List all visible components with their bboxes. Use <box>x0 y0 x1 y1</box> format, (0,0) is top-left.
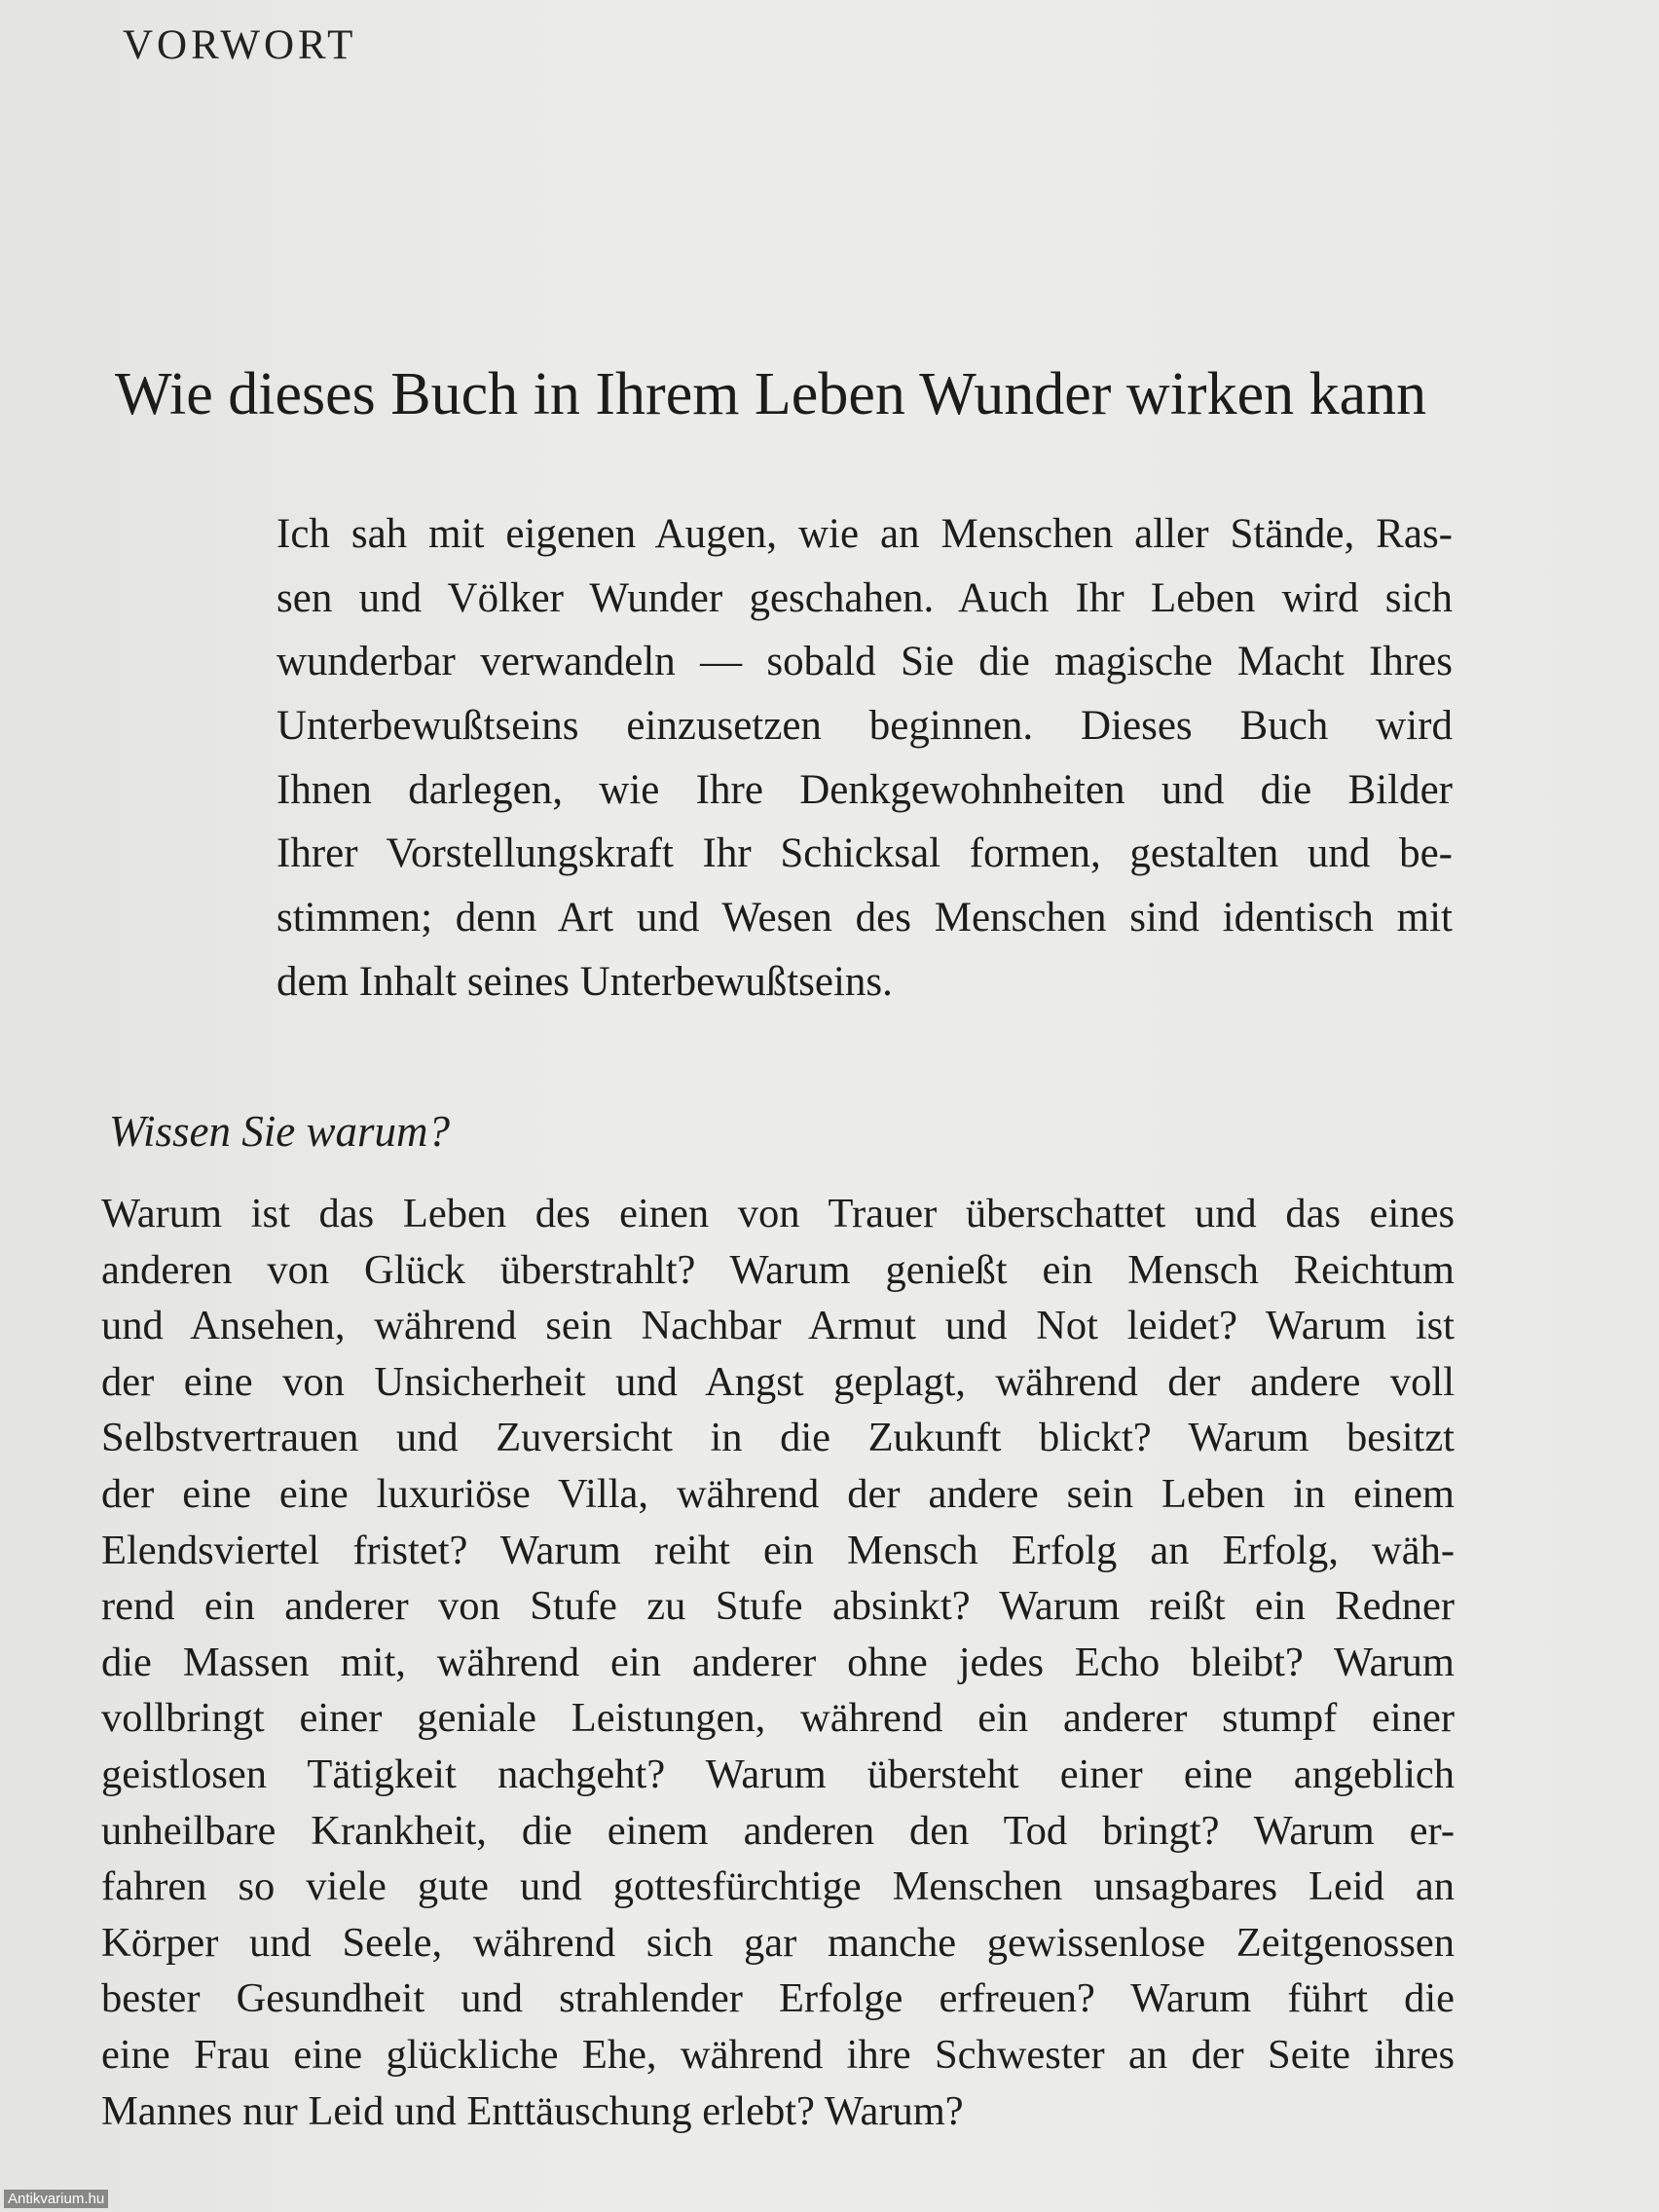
body-line: Selbstvertrauen und Zuversicht in die Zukunft blickt? Warum besitzt <box>101 1415 1455 1461</box>
intro-line: sen und Völker Wunder geschahen. Auch Ihr Leben wird sich <box>276 574 1453 621</box>
body-line: Mannes nur Leid und Enttäuschung erlebt? Warum? <box>101 2087 964 2134</box>
intro-line: Ihnen darlegen, wie Ihre Denkgewohnheiten und die Bilder <box>276 766 1453 813</box>
body-line: fahren so viele gute und gottesfürchtige Menschen unsagbares Leid an <box>101 1863 1455 1910</box>
body-line: anderen von Glück überstrahlt? Warum genießt ein Mensch Reichtum <box>101 1246 1455 1293</box>
body-paragraph <box>101 1186 1455 2139</box>
body-line: unheilbare Krankheit, die einem anderen den Tod bringt? Warum er- <box>101 1807 1455 1854</box>
intro-line: wunderbar verwandeln — sobald Sie die magische Macht Ihres <box>276 639 1453 685</box>
chapter-title: Wie dieses Buch in Ihrem Leben Wunder wirken kann <box>115 361 1427 427</box>
body-line: eine Frau eine glückliche Ehe, während ihre Schwester an der Seite ihres <box>101 2031 1455 2078</box>
intro-line: Unterbewußtseins einzusetzen beginnen. Dieses Buch wird <box>276 703 1453 750</box>
intro-line: stimmen; denn Art und Wesen des Menschen sind identisch mit <box>276 895 1453 941</box>
body-line: und Ansehen, während sein Nachbar Armut und Not leidet? Warum ist <box>101 1303 1455 1349</box>
section-heading: Wissen Sie warum? <box>109 1107 451 1156</box>
body-line: Elendsviertel fristet? Warum reiht ein Mensch Erfolg an Erfolg, wäh- <box>101 1527 1455 1573</box>
body-line: bester Gesundheit und strahlender Erfolge erfreuen? Warum führt die <box>101 1975 1455 2022</box>
body-line: die Massen mit, während ein anderer ohne jedes Echo bleibt? Warum <box>101 1639 1455 1685</box>
body-line: der eine eine luxuriöse Villa, während der andere sein Leben in einem <box>101 1470 1455 1517</box>
body-line: Warum ist das Leben des einen von Trauer überschattet und das eines <box>101 1191 1455 1236</box>
intro-paragraph <box>276 502 1453 1014</box>
body-line: rend ein anderer von Stufe zu Stufe absinkt? Warum reißt ein Redner <box>101 1583 1455 1630</box>
body-line: der eine von Unsicherheit und Angst geplagt, während der andere voll <box>101 1358 1455 1405</box>
intro-line: dem Inhalt seines Unterbewußtseins. <box>276 958 893 1005</box>
body-line: geistlosen Tätigkeit nachgeht? Warum übersteht einer eine angeblich <box>101 1751 1455 1797</box>
body-line: Körper und Seele, während sich gar manche gewissenlose Zeitgenossen <box>101 1919 1455 1966</box>
body-line: vollbringt einer geniale Leistungen, während ein anderer stumpf einer <box>101 1695 1455 1742</box>
intro-line: Ich sah mit eigenen Augen, wie an Menschen aller Stände, Ras- <box>276 511 1453 557</box>
watermark: Antikvarium.hu <box>4 2190 108 2208</box>
intro-line: Ihrer Vorstellungskraft Ihr Schicksal formen, gestalten und be- <box>276 830 1453 877</box>
section-label: VORWORT <box>123 22 357 68</box>
